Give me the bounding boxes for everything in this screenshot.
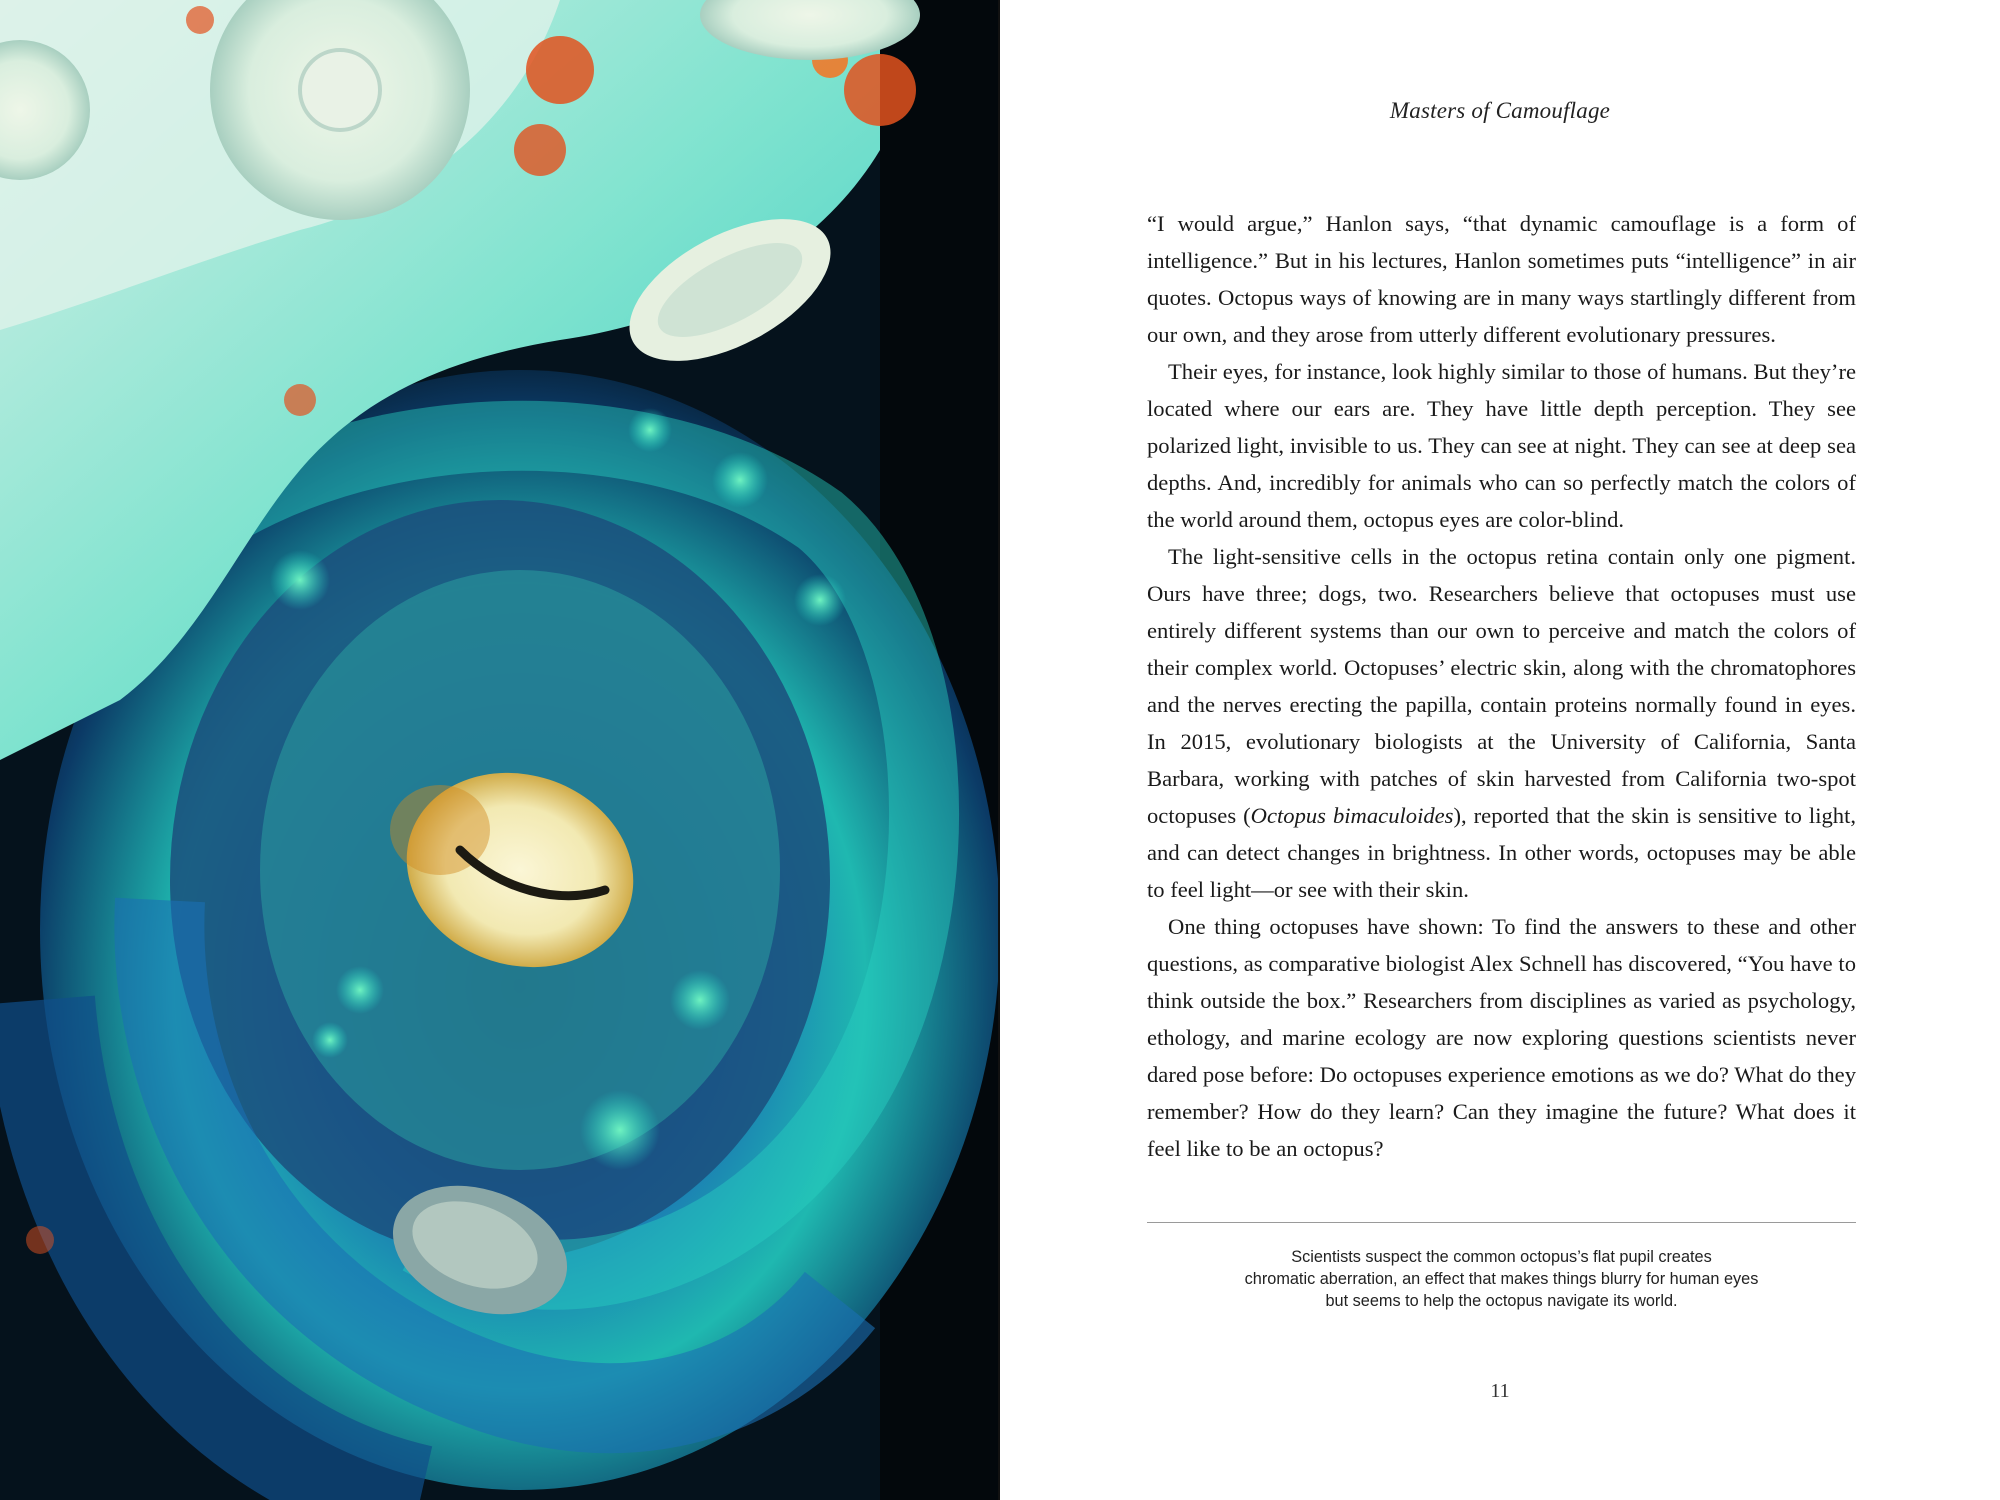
photo-caption	[1200, 1246, 1803, 1312]
species-name: Octopus bimaculoides	[1250, 803, 1454, 828]
page-number: 11	[1490, 1380, 1510, 1402]
running-head: Masters of Camouflage	[1389, 98, 1611, 123]
caption-rule	[1147, 1222, 1856, 1223]
caption-line: but seems to help the octopus navigate its world.	[1325, 1292, 1678, 1310]
caption-line: chromatic aberration, an effect that makes things blurry for human eyes	[1244, 1270, 1759, 1288]
paragraph	[1147, 538, 1856, 908]
paragraph: “I would argue,” Hanlon says, “that dynamic camouflage is a form of intelligence.” But in his lectures, Hanlon sometimes puts “intelligence” in air quotes. Octopus ways of knowing are in many ways startlingly different from our own, and they arose from utterly different evolutionary pressures.	[1147, 211, 1856, 347]
paragraph: Their eyes, for instance, look highly similar to those of humans. But they’re located where our ears are. They have little depth perception. They see polarized light, invisible to us. They can see at night. They can see at deep sea depths. And, incredibly for animals who can so perfectly match the colors of the world around them, octopus eyes are color-blind.	[1147, 359, 1856, 532]
paragraph-text: The light-sensitive cells in the octopus retina contain only one pigment. Ours have three; dogs, two. Researchers believe that octopuses must use entirely different systems than our own to perceive and match the colors of their complex world. Octopuses’ electric skin, along with the chromatophores and the nerves erecting the papilla, contain proteins normally found in eyes. In 2015, evolutionary biologists at the University of California, Santa Barbara, working with patches of skin harvested from California two-spot octopuses (	[1147, 544, 1856, 828]
paragraph-text-end: ), reported that the skin is sensitive to light, and can detect changes in brightness. In other words, octopuses may be able to feel light—or see with their skin.	[1147, 803, 1857, 902]
body-text	[1147, 205, 1856, 1167]
text-page	[1000, 0, 2000, 1500]
paragraph: One thing octopuses have shown: To find the answers to these and other questions, as comparative biologist Alex Schnell has discovered, “You have to think outside the box.” Researchers from disciplines as varied as psychology, ethology, and marine ecology are now exploring questions scientists never dared pose before: Do octopuses experience emotions as we do? What do they remember? How do they learn? Can they imagine the future? What does it feel like to be an octopus?	[1147, 914, 1856, 1161]
caption-line: Scientists suspect the common octopus’s flat pupil creates	[1291, 1248, 1712, 1266]
